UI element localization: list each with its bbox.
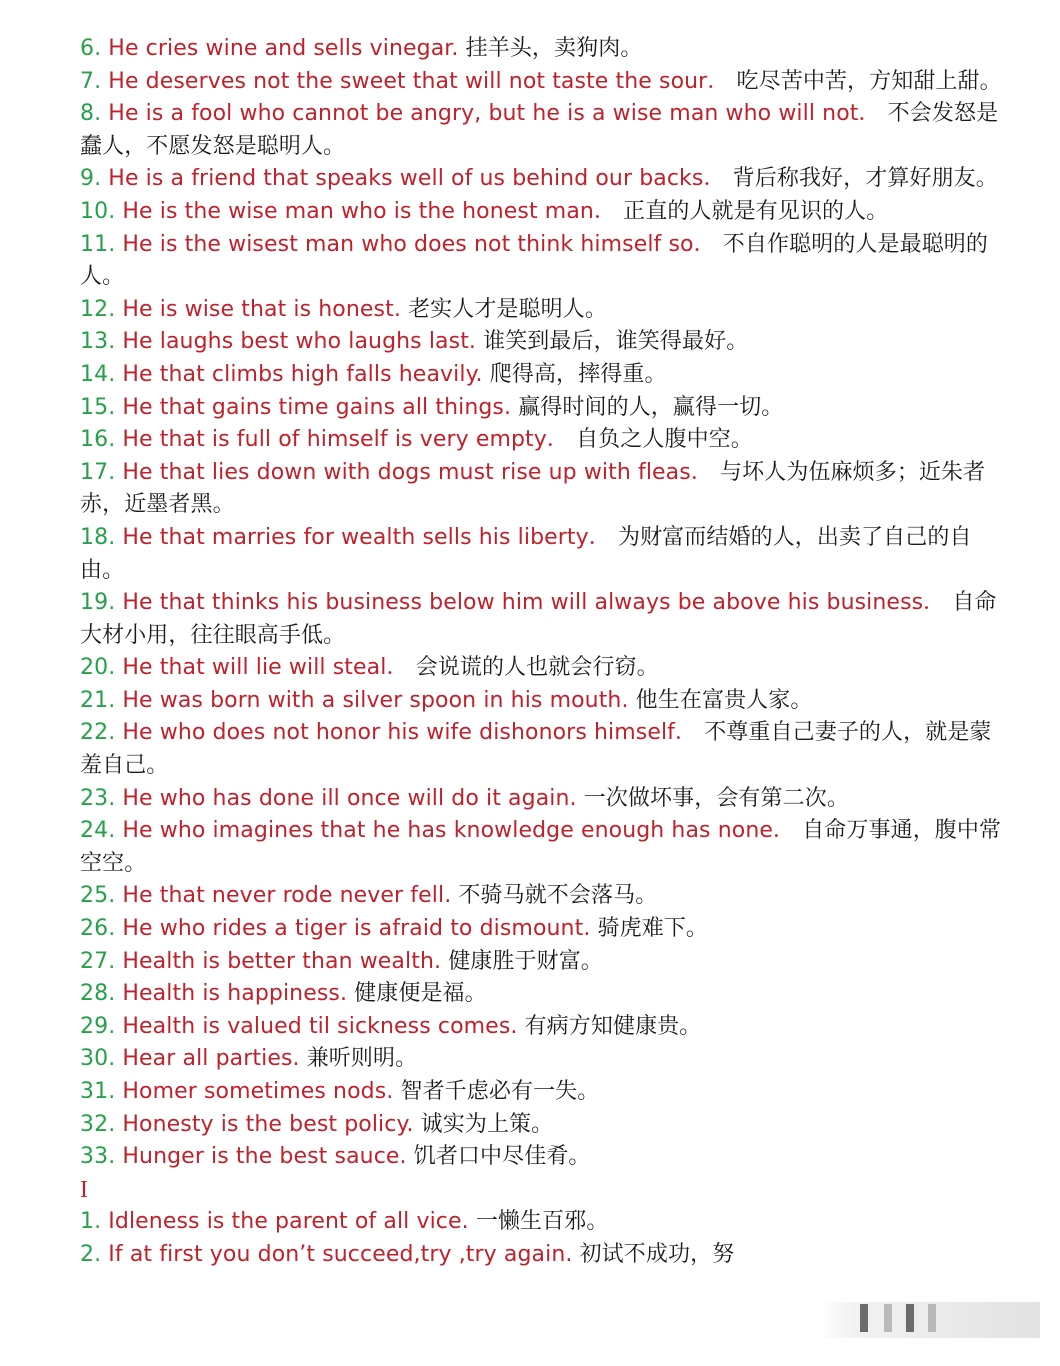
english-proverb: Honesty is the best policy. <box>122 1111 414 1137</box>
chinese-translation: 自负之人腹中空。 <box>576 427 753 453</box>
chinese-translation: 一懒生百邪。 <box>475 1209 609 1235</box>
proverb-entry <box>80 522 1010 587</box>
proverb-entry <box>80 1239 1010 1272</box>
proverb-entry <box>80 1011 1010 1044</box>
proverb-entry <box>80 652 1010 685</box>
english-proverb: He who does not honor his wife dishonors himself． <box>122 720 698 746</box>
proverb-entry <box>80 1043 1010 1076</box>
chinese-translation: 吃尽苦中苦，方知甜上甜。 <box>736 68 1002 94</box>
chinese-translation: 赢得时间的人，赢得一切。 <box>518 394 784 420</box>
english-proverb: Homer sometimes nods. <box>122 1079 394 1104</box>
english-proverb: Health is valued til sickness comes. <box>122 1013 518 1039</box>
entry-number: 20. <box>80 655 116 681</box>
chinese-translation: 初试不成功，努 <box>579 1241 735 1267</box>
proverb-entry <box>80 326 1010 359</box>
proverb-entry <box>80 717 1010 782</box>
english-proverb: He is the wise man who is the honest man． <box>122 198 617 224</box>
entry-number: 24. <box>80 818 116 844</box>
english-proverb: Hunger is the best sauce. <box>122 1144 407 1170</box>
english-proverb: He that lies down with dogs must rise up with fleas． <box>122 459 713 485</box>
proverb-entry <box>80 685 1010 718</box>
chinese-translation: 自命大材小用，往往眼高手低。 <box>80 590 997 648</box>
english-proverb: He laughs best who laughs last. <box>122 329 477 355</box>
english-proverb: He was born with a silver spoon in his mouth. <box>122 687 629 713</box>
chinese-translation: 饥者口中尽佳肴。 <box>413 1144 591 1170</box>
chinese-translation: 智者千虑必有一失。 <box>400 1079 600 1104</box>
english-proverb: Hear all parties. <box>122 1046 300 1072</box>
watermark-bar <box>906 1304 914 1332</box>
entry-number: 18. <box>80 524 116 550</box>
english-proverb: If at first you don’t succeed,try ,try again. <box>108 1241 573 1267</box>
english-proverb: Health is happiness. <box>122 981 348 1007</box>
chinese-translation: 自命万事通，腹中常空空。 <box>80 818 1002 876</box>
english-proverb: He deserves not the sweet that will not taste the sour． <box>108 68 730 94</box>
proverb-entry <box>80 294 1010 327</box>
entry-number: 12. <box>80 296 116 322</box>
english-proverb: He is a friend that speaks well of us behind our backs． <box>108 166 726 192</box>
chinese-translation: 不骑马就不会落马。 <box>458 883 658 909</box>
entry-number: 13. <box>80 329 116 355</box>
entry-number: 31. <box>80 1079 116 1104</box>
proverb-entry <box>80 424 1010 457</box>
proverb-list <box>80 33 1010 1272</box>
english-proverb: He who has done ill once will do it again. <box>122 785 577 811</box>
proverb-entry <box>80 457 1010 522</box>
entry-number: 32. <box>80 1111 116 1137</box>
entry-number: 6. <box>80 36 102 61</box>
proverb-entry <box>80 783 1010 816</box>
chinese-translation: 老实人才是聪明人。 <box>408 296 607 322</box>
entry-number: 27. <box>80 948 116 974</box>
english-proverb: He that never rode never fell. <box>122 883 452 909</box>
chinese-translation: 诚实为上策。 <box>420 1111 554 1137</box>
english-proverb: He who imagines that he has knowledge enough has none． <box>122 818 796 844</box>
proverb-entry <box>80 392 1010 425</box>
entry-number: 2. <box>80 1241 102 1267</box>
chinese-translation: 健康胜于财富。 <box>448 948 603 974</box>
chinese-translation: 不会发怒是蠢人，不愿发怒是聪明人。 <box>80 101 999 159</box>
entry-number: 30. <box>80 1046 116 1072</box>
chinese-translation: 兼听则明。 <box>306 1046 418 1072</box>
english-proverb: He who rides a tiger is afraid to dismount. <box>122 916 591 942</box>
entry-number: 11. <box>80 231 116 257</box>
entry-number: 21. <box>80 687 116 713</box>
entry-number: 25. <box>80 883 116 909</box>
entry-number: 33. <box>80 1144 116 1170</box>
proverb-entry <box>80 229 1010 294</box>
entry-number: 28. <box>80 981 116 1007</box>
chinese-translation: 不尊重自己妻子的人，就是蒙羞自己。 <box>80 720 992 779</box>
entry-number: 15. <box>80 394 116 420</box>
proverb-entry <box>80 196 1010 229</box>
watermark-bar <box>928 1304 936 1332</box>
proverb-entry <box>80 880 1010 913</box>
english-proverb: He that thinks his business below him will always be above his business． <box>122 590 946 616</box>
chinese-translation: 他生在富贵人家。 <box>635 687 813 713</box>
chinese-translation: 与坏人为伍麻烦多；近朱者赤，近墨者黑。 <box>80 459 986 518</box>
proverb-entry <box>80 1109 1010 1142</box>
watermark-bar <box>884 1304 892 1332</box>
chinese-translation: 谁笑到最后，谁笑得最好。 <box>483 329 749 355</box>
entry-number: 26. <box>80 916 116 942</box>
entry-number: 19. <box>80 590 116 616</box>
proverb-entry <box>80 33 1010 66</box>
english-proverb: He that climbs high falls heavily. <box>122 361 483 387</box>
chinese-translation: 挂羊头，卖狗肉。 <box>465 36 643 61</box>
english-proverb: Health is better than wealth. <box>122 948 442 974</box>
chinese-translation: 有病方知健康贵。 <box>524 1013 702 1039</box>
proverb-entry <box>80 978 1010 1011</box>
entry-number: 22. <box>80 720 116 746</box>
entry-number: 14. <box>80 361 116 387</box>
proverb-entry <box>80 66 1010 99</box>
english-proverb: He is a fool who cannot be angry, but he is a wise man who will not． <box>108 101 881 127</box>
entry-number: 1. <box>80 1209 102 1235</box>
watermark-bar <box>860 1304 868 1332</box>
chinese-translation: 健康便是福。 <box>354 981 487 1007</box>
english-proverb: Idleness is the parent of all vice. <box>108 1209 469 1235</box>
entry-number: 10. <box>80 198 116 224</box>
entry-number: 9. <box>80 166 102 192</box>
chinese-translation: 一次做坏事，会有第二次。 <box>583 785 849 811</box>
english-proverb: He cries wine and sells vinegar. <box>108 36 459 61</box>
proverb-entry <box>80 163 1010 196</box>
proverb-entry <box>80 98 1010 163</box>
english-proverb: He is the wisest man who does not think himself so． <box>122 231 716 257</box>
entry-number: 23. <box>80 785 116 811</box>
english-proverb: He that marries for wealth sells his liberty． <box>122 524 611 550</box>
chinese-translation: 会说谎的人也就会行窃。 <box>415 655 659 681</box>
proverb-entry <box>80 1076 1010 1109</box>
chinese-translation: 正直的人就是有见识的人。 <box>623 198 889 224</box>
english-proverb: He that is full of himself is very empty． <box>122 427 569 453</box>
chinese-translation: 骑虎难下。 <box>597 916 709 942</box>
entry-number: 29. <box>80 1013 116 1039</box>
entry-number: 16. <box>80 427 116 453</box>
entry-number: 17. <box>80 459 116 485</box>
english-proverb: He that gains time gains all things. <box>122 394 512 420</box>
proverb-entry <box>80 1141 1010 1174</box>
entry-number: 8. <box>80 101 102 127</box>
chinese-translation: 为财富而结婚的人，出卖了自己的自由。 <box>80 524 972 583</box>
proverb-entry <box>80 1206 1010 1239</box>
proverb-entry <box>80 815 1010 880</box>
chinese-translation: 爬得高，摔得重。 <box>489 361 667 387</box>
english-proverb: He that will lie will steal． <box>122 655 409 681</box>
proverb-entry <box>80 946 1010 979</box>
proverb-entry <box>80 359 1010 392</box>
english-proverb: He is wise that is honest. <box>122 296 401 322</box>
chinese-translation: 背后称我好，才算好朋友。 <box>732 166 998 192</box>
section-letter-heading: I <box>80 1176 88 1203</box>
proverb-entry <box>80 587 1010 652</box>
entry-number: 7. <box>80 68 102 94</box>
chinese-translation: 不自作聪明的人是最聪明的人。 <box>80 231 988 290</box>
proverb-entry <box>80 913 1010 946</box>
